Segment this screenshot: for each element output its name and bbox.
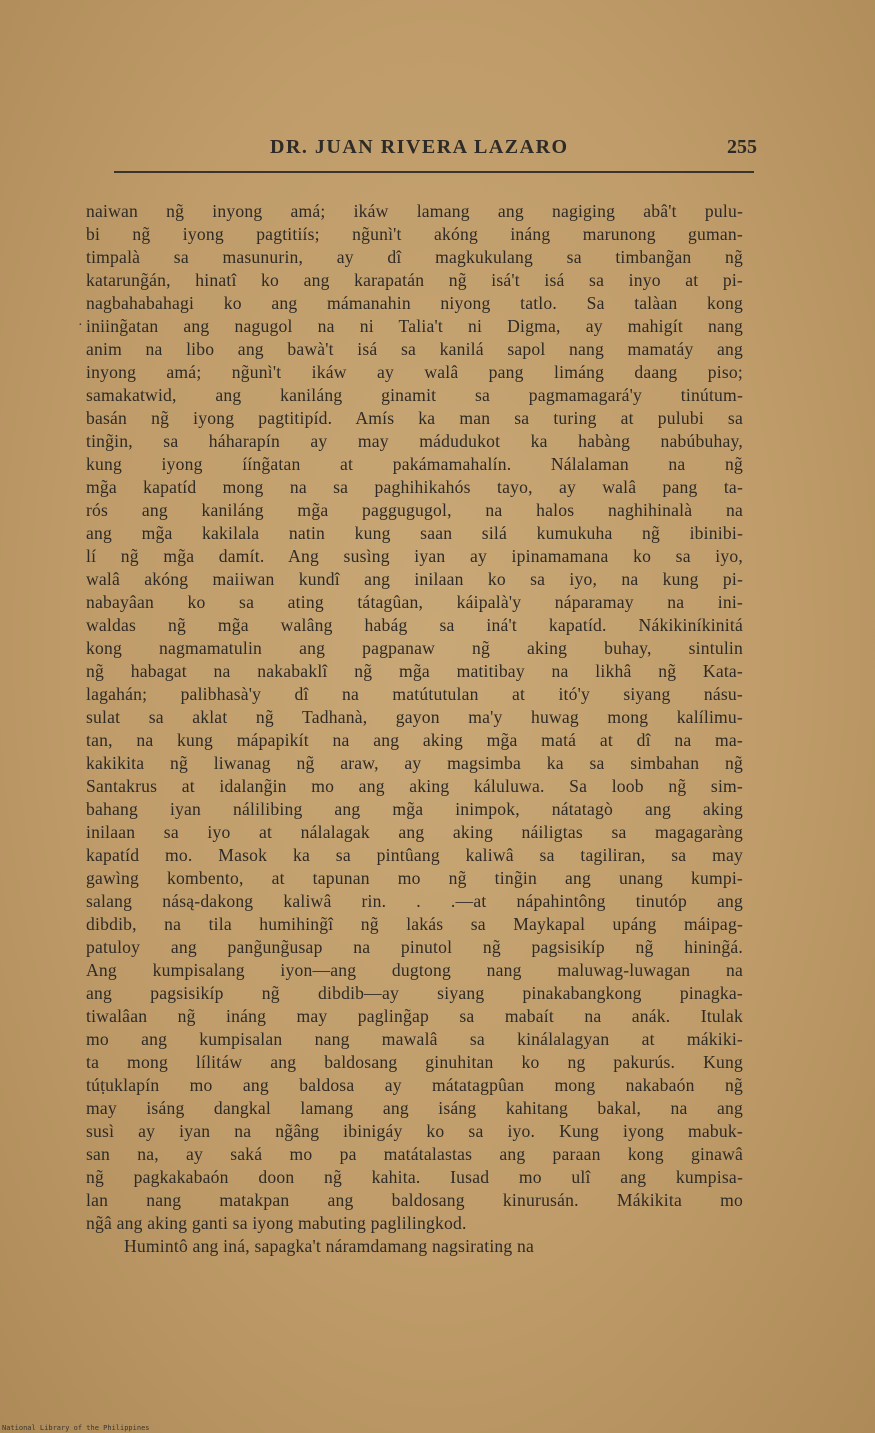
text-line: iniing̃atan ang nagugol na ni Talia't ni Digma, ay mahigít nang [86, 316, 743, 336]
text-line: bi ng̃ iyong pagtitiís; ng̃unì't akóng ináng marunong guman- [86, 224, 743, 244]
text-line: lagahán; palibhasà'y dî na matútutulan at itó'y siyang násu- [86, 684, 743, 704]
page-number: 255 [727, 136, 757, 158]
text-line: ng̃â ang aking ganti sa iyong mabuting paglilingkod. [86, 1213, 467, 1233]
text-line: waldas ng̃ mg̃a walâng habág sa iná't kapatíd. Nákikiníkinitá [86, 615, 743, 635]
text-line: basán ng̃ iyong pagtitipíd. Amís ka man sa turing at pulubi sa [86, 408, 743, 428]
running-head: DR. JUAN RIVERA LAZARO [270, 136, 569, 158]
text-line: tan, na kung mápapikít na ang aking mg̃a matá at dî na ma- [86, 730, 743, 750]
text-line: susì ay iyan na ng̃âng ibinigáy ko sa iyo. Kung iyong mabuk- [86, 1121, 743, 1141]
text-line: nabayâan ko sa ating tátagûan, káipalà'y náparamay na ini- [86, 592, 743, 612]
text-line: ta mong lílitáw ang baldosang ginuhitan ko ng pakurús. Kung [86, 1052, 743, 1072]
text-line: inyong amá; ng̃unì't ikáw ay walâ pang limáng daang piso; [86, 362, 743, 382]
text-line: timpalà sa masunurin, ay dî magkukulang sa timbang̃an ng̃ [86, 247, 743, 267]
text-line: samakatwid, ang kaniláng ginamit sa pagmamagará'y tinútum- [86, 385, 743, 405]
text-line: Santakrus at idalang̃in mo ang aking káluluwa. Sa loob ng̃ sim- [86, 776, 743, 796]
text-line: ng̃ habagat na nakabaklî ng̃ mg̃a matitibay na likhâ ng̃ Kata- [86, 661, 743, 681]
text-line: Humintô ang iná, sapagka't náramdamang nagsirating na [124, 1236, 534, 1256]
text-line: san na, ay saká mo pa matátalastas ang paraan kong ginawâ [86, 1144, 743, 1164]
text-line: may isáng dangkal lamang ang isáng kahitang bakal, na ang [86, 1098, 743, 1118]
text-line: Ang kumpisalang iyon—ang dugtong nang maluwag-luwagan na [86, 960, 743, 980]
text-line: walâ akóng maiiwan kundî ang inilaan ko sa iyo, na kung pi- [86, 569, 743, 589]
page-header [112, 136, 757, 166]
text-line: kakikita ng̃ liwanag ng̃ araw, ay magsimba ka sa simbahan ng̃ [86, 753, 743, 773]
text-line: gawìng kombento, at tapunan mo ng̃ ting̃in ang unang kumpi- [86, 868, 743, 888]
text-line: katarung̃án, hinatî ko ang karapatán ng̃ isá't isá sa inyo at pi- [86, 270, 743, 290]
text-line: sulat sa aklat ng̃ Tadhanà, gayon ma'y huwag mong kalílimu- [86, 707, 743, 727]
text-line: ang pagsisikíp ng̃ dibdib—ay siyang pinakabangkong pinagka- [86, 983, 743, 1003]
text-line: kung iyong ííng̃atan at pakámamahalín. Nálalaman na ng̃ [86, 454, 743, 474]
header-rule [114, 171, 754, 173]
text-line: tiwalâan ng̃ ináng may pagling̃ap sa mabaít na anák. Itulak [86, 1006, 743, 1026]
text-line: ang mg̃a kakilala natin kung saan silá kumukuha ng̃ ibinibi- [86, 523, 743, 543]
text-line: salang násą-dakong kaliwâ rin. . .—at nápahintông tinutóp ang [86, 891, 743, 911]
text-line: bahang iyan nálilibing ang mg̃a inimpok, nátatagò ang aking [86, 799, 743, 819]
text-line: inilaan sa iyo at nálalagak ang aking náiligtas sa magagaràng [86, 822, 743, 842]
text-line: mo ang kumpisalan nang mawalâ sa kinálalagyan at mákiki- [86, 1029, 743, 1049]
text-line: kapatíd mo. Masok ka sa pintûang kaliwâ sa tagiliran, sa may [86, 845, 743, 865]
body-text [86, 200, 743, 1258]
text-line: naiwan ng̃ inyong amá; ikáw lamang ang nagiging abâ't pulu- [86, 201, 743, 221]
text-line: túṭuklapín mo ang baldosa ay mátatagpûan mong nakabaón ng̃ [86, 1075, 743, 1095]
text-line: rós ang kaniláng mg̃a paggugugol, na halos naghihinalà na [86, 500, 743, 520]
text-line: nagbahabahagi ko ang mámanahin niyong tatlo. Sa talàan kong [86, 293, 743, 313]
text-line: lí ng̃ mg̃a damít. Ang susìng iyan ay ipinamamana ko sa iyo, [86, 546, 743, 566]
text-line: mg̃a kapatíd mong na sa paghihikahós tayo, ay walâ pang ta- [86, 477, 743, 497]
text-line: ting̃in, sa háharapín ay may mádudukot ka habàng nabúbuhay, [86, 431, 743, 451]
text-line: kong nagmamatulin ang pagpanaw ng̃ aking buhay, sintulin [86, 638, 743, 658]
footer-credit: National Library of the Philippines [2, 1424, 150, 1432]
text-line: dibdib, na tila humihing̃î ng̃ lakás sa Maykapal upáng máipag- [86, 914, 743, 934]
margin-mark: · [78, 318, 83, 333]
text-line: ng̃ pagkakabaón doon ng̃ kahita. Iusad mo ulî ang kumpisa- [86, 1167, 743, 1187]
text-line: lan nang matakpan ang baldosang kinurusán. Mákikita mo [86, 1190, 743, 1210]
text-line: patuloy ang pang̃ung̃usap na pinutol ng̃ pagsisikíp ng̃ hining̃á. [86, 937, 743, 957]
text-line: anim na libo ang bawà't isá sa kanilá sapol nang mamatáy ang [86, 339, 743, 359]
